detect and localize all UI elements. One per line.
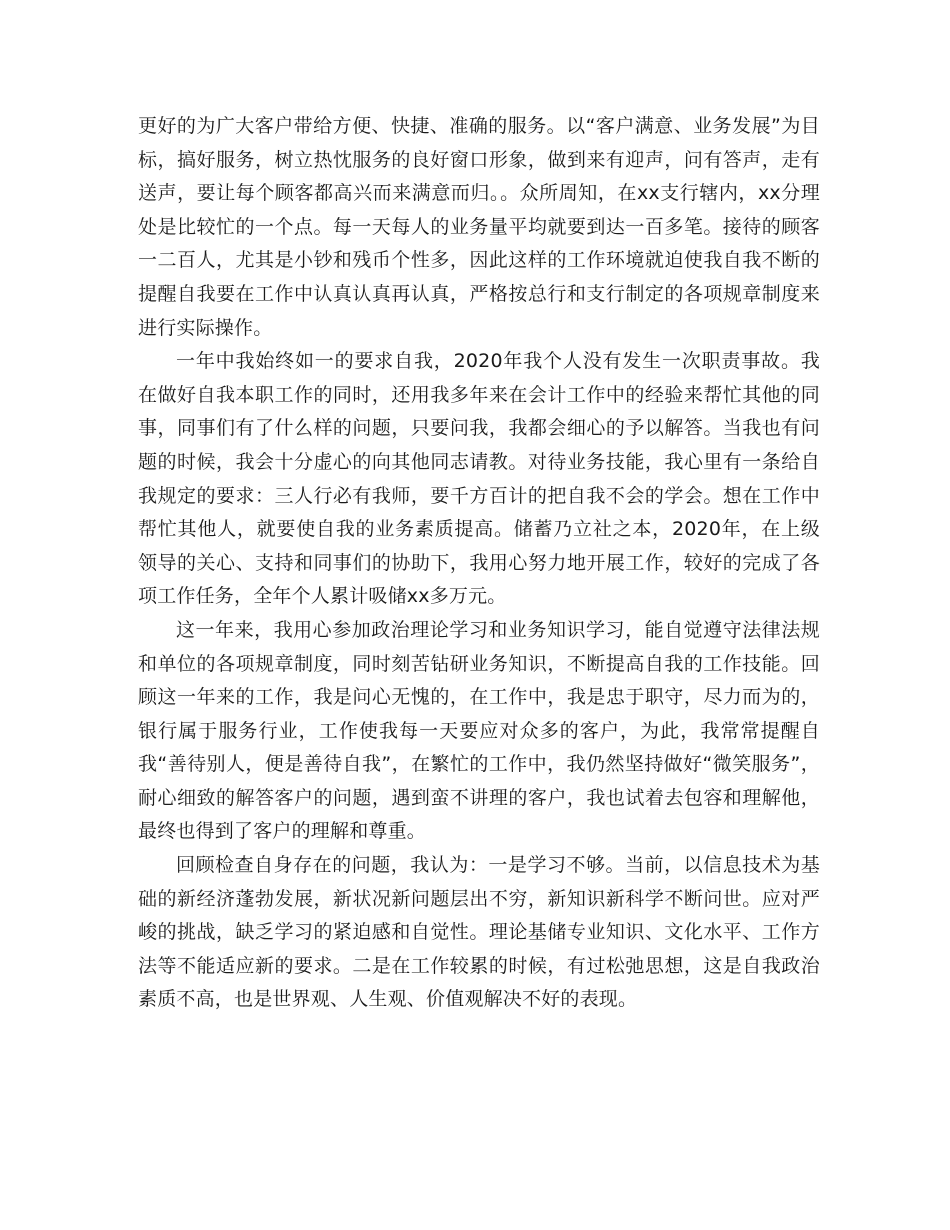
paragraph-1: 更好的为广大客户带给方便、快捷、准确的服务。以“客户满意、业务发展”为目标，搞好服务，树立热忱服务的良好窗口形象，做到来有迎声，问有答声，走有送声，要让每个顾客都高兴而来满意而归。。众所周知，在xx支行辖内，xx分理处是比较忙的一个点。每一天每人的业务量平均就要到达一百多笔。接待的顾客一二百人，尤其是小钞和残币个性多，因此这样的工作环境就迫使我自我不断的提醒自我要在工作中认真认真再认真，严格按总行和支行制定的各项规章制度来进行实际操作。 — [138, 115, 820, 339]
paragraph-3: 这一年来，我用心参加政治理论学习和业务知识学习，能自觉遵守法律法规和单位的各项规章制度，同时刻苦钻研业务知识，不断提高自我的工作技能。回顾这一年来的工作，我是问心无愧的，在工作中，我是忠于职守，尽力而为的，银行属于服务行业，工作使我每一天要应对众多的客户，为此，我常常提醒自我“善待别人，便是善待自我”，在繁忙的工作中，我仍然坚持做好“微笑服务”，耐心细致的解答客户的问题，遇到蛮不讲理的客户，我也试着去包容和理解他，最终也得到了客户的理解和尊重。 — [138, 618, 820, 843]
paragraph-2: 一年中我始终如一的要求自我，2020年我个人没有发生一次职责事故。我在做好自我本职工作的同时，还用我多年来在会计工作中的经验来帮忙其他的同事，同事们有了什么样的问题，只要问我，我都会细心的予以解答。当我也有问题的时候，我会十分虚心的向其他同志请教。对待业务技能，我心里有一条给自我规定的要求：三人行必有我师，要千方百计的把自我不会的学会。想在工作中帮忙其他人，就要使自我的业务素质提高。储蓄乃立社之本，2020年，在上级领导的关心、支持和同事们的协助下，我用心努力地开展工作，较好的完成了各项工作任务，全年个人累计吸储xx多万元。 — [138, 350, 820, 608]
document-body — [138, 110, 820, 1017]
paragraph-4: 回顾检查自身存在的问题，我认为：一是学习不够。当前，以信息技术为基础的新经济蓬勃发展，新状况新问题层出不穷，新知识新科学不断问世。应对严峻的挑战，缺乏学习的紧迫感和自觉性。理论基储专业知识、文化水平、工作方法等不能适应新的要求。二是在工作较累的时候，有过松弛思想，这是自我政治素质不高，也是世界观、人生观、价值观解决不好的表现。 — [138, 854, 820, 1011]
